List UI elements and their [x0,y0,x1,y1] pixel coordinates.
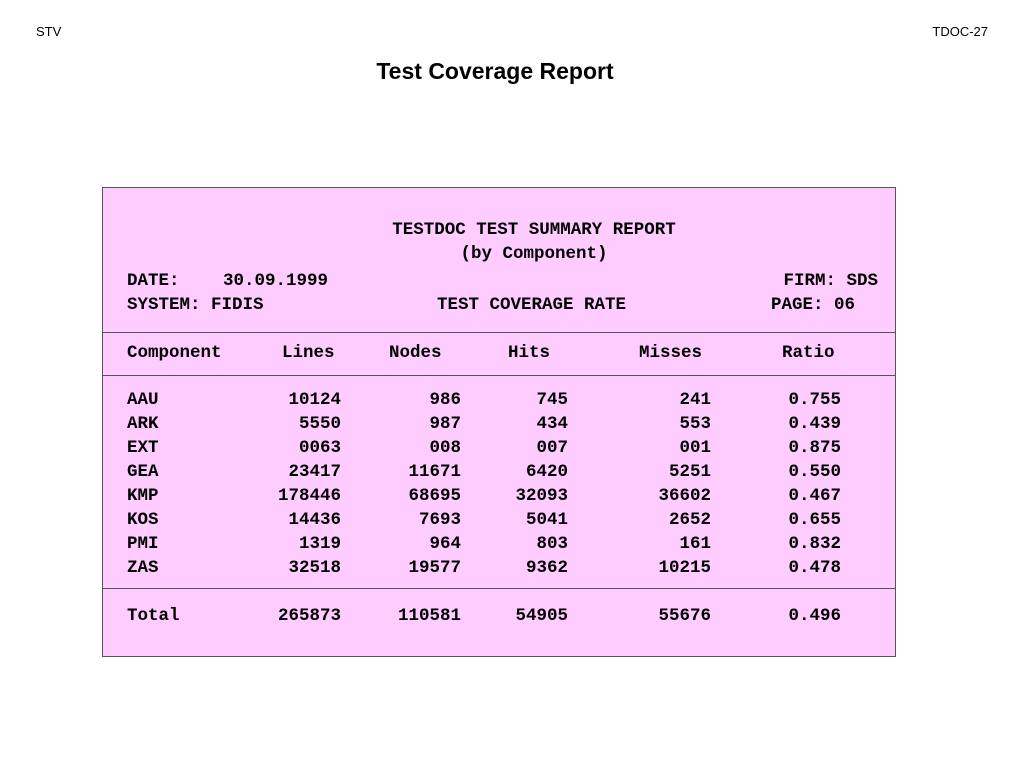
date-label: DATE: [127,271,180,291]
cell-component: PMI [127,534,159,554]
column-header-misses: Misses [639,343,703,363]
total-lines: 265873 [277,606,341,626]
cell-ratio: 0.478 [788,558,841,578]
cell-nodes: 68695 [408,486,461,506]
cell-component: AAU [127,390,159,410]
cell-lines: 10124 [288,390,341,410]
cell-lines: 178446 [277,486,341,506]
cell-hits: 32093 [515,486,568,506]
cell-misses: 553 [679,414,711,434]
cell-ratio: 0.439 [788,414,841,434]
cell-nodes: 964 [429,534,461,554]
columns-divider [103,375,895,376]
cell-misses: 001 [679,438,711,458]
header-divider [103,332,895,333]
report-subtitle: (by Component) [460,244,608,264]
cell-nodes: 987 [429,414,461,434]
cell-component: GEA [127,462,159,482]
header-right-label: TDOC-27 [932,24,988,39]
column-header-component: Component [127,343,222,363]
cell-lines: 23417 [288,462,341,482]
cell-component: EXT [127,438,159,458]
cell-lines: 14436 [288,510,341,530]
cell-lines: 1319 [298,534,341,554]
cell-misses: 2652 [668,510,711,530]
system-label: SYSTEM: FIDIS [127,295,264,315]
firm-label: FIRM: SDS [783,271,878,291]
total-label: Total [127,606,180,626]
cell-nodes: 008 [429,438,461,458]
total-ratio: 0.496 [788,606,841,626]
total-misses: 55676 [658,606,711,626]
column-header-ratio: Ratio [782,343,835,363]
date-value: 30.09.1999 [223,271,329,291]
cell-nodes: 7693 [418,510,461,530]
cell-ratio: 0.655 [788,510,841,530]
cell-misses: 10215 [658,558,711,578]
cell-lines: 0063 [298,438,341,458]
coverage-rate-title: TEST COVERAGE RATE [437,295,627,315]
page-title: Test Coverage Report [376,58,614,84]
cell-lines: 5550 [298,414,341,434]
total-hits: 54905 [515,606,568,626]
cell-ratio: 0.755 [788,390,841,410]
cell-hits: 6420 [525,462,568,482]
cell-hits: 434 [536,414,568,434]
cell-hits: 9362 [525,558,568,578]
cell-ratio: 0.832 [788,534,841,554]
column-header-lines: Lines [282,343,335,363]
cell-component: KMP [127,486,159,506]
cell-misses: 36602 [658,486,711,506]
cell-hits: 5041 [525,510,568,530]
cell-hits: 803 [536,534,568,554]
column-header-nodes: Nodes [389,343,442,363]
cell-component: ARK [127,414,159,434]
cell-misses: 5251 [668,462,711,482]
page-label: PAGE: 06 [771,295,856,315]
cell-nodes: 19577 [408,558,461,578]
cell-hits: 007 [536,438,568,458]
cell-component: ZAS [127,558,159,578]
cell-nodes: 11671 [408,462,461,482]
cell-hits: 745 [536,390,568,410]
header-left-label: STV [36,24,62,39]
cell-lines: 32518 [288,558,341,578]
column-header-hits: Hits [508,343,551,363]
report-title: TESTDOC TEST SUMMARY REPORT [392,220,676,240]
cell-nodes: 986 [429,390,461,410]
cell-component: KOS [127,510,159,530]
cell-misses: 241 [679,390,711,410]
total-divider [103,588,895,589]
total-nodes: 110581 [397,606,461,626]
report-box [102,187,896,657]
cell-ratio: 0.550 [788,462,841,482]
cell-misses: 161 [679,534,711,554]
cell-ratio: 0.467 [788,486,841,506]
cell-ratio: 0.875 [788,438,841,458]
